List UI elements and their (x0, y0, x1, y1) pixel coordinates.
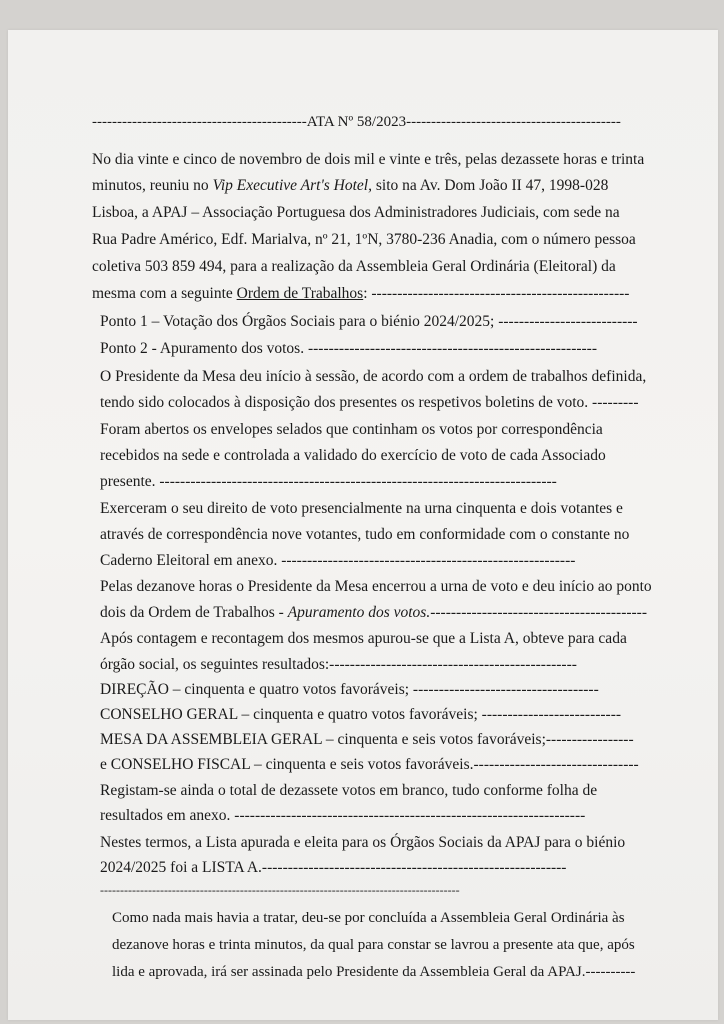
paragraph-line (92, 176, 608, 196)
paragraph-line: lida e aprovada, irá ser assinada pelo Presidente da Assembleia Geral da APAJ.---------- (112, 964, 636, 980)
paragraph-line: Nestes termos, a Lista apurada e eleita para os Órgãos Sociais da APAJ para o biénio (100, 834, 626, 851)
paragraph-line: através de correspondência nove votantes, tudo em conformidade com o constante no (100, 526, 630, 543)
paragraph-line: dezanove horas e trinta minutos, da qual para constar se lavrou a presente ata que, após (112, 937, 635, 953)
paragraph-line (100, 603, 647, 623)
paragraph-line: Lisboa, a APAJ – Associação Portuguesa dos Administradores Judiciais, com sede na (92, 204, 620, 221)
result-direcao: DIREÇÃO – cinquenta e quatro votos favoráveis; ------------------------------------ (100, 681, 599, 698)
result-conselho-fiscal: e CONSELHO FISCAL – cinquenta e seis votos favoráveis.-------------------------------- (100, 756, 639, 773)
paragraph-line: tendo sido colocados à disposição dos presentes os respetivos boletins de voto. --------- (100, 394, 639, 411)
paragraph-line: No dia vinte e cinco de novembro de dois mil e vinte e três, pelas dezassete horas e trinta (92, 151, 645, 168)
text-segment: sito na Av. Dom João II 47, 1998-028 (375, 177, 609, 194)
text-segment: mesma com a seguinte (92, 285, 233, 302)
hotel-name: Vip Executive Art's Hotel, (212, 177, 372, 194)
paragraph-line (92, 284, 629, 304)
agenda-reference: Apuramento dos votos. (287, 604, 431, 621)
paragraph-line: Caderno Eleitoral em anexo. --------------------------------------------------------- (100, 552, 576, 569)
result-mesa-assembleia: MESA DA ASSEMBLEIA GERAL – cinquenta e seis votos favoráveis;----------------- (100, 731, 634, 748)
document-title: -------------------------------------------ATA Nº 58/2023------------------------------------------- (92, 114, 621, 130)
dashes-segment: : -------------------------------------------------- (363, 285, 630, 302)
paragraph-line: 2024/2025 foi a LISTA A.----------------------------------------------------------- (100, 859, 567, 876)
paragraph-line: Foram abertos os envelopes selados que continham os votos por correspondência (100, 421, 603, 438)
paragraph-line: Como nada mais havia a tratar, deu-se por concluída a Assembleia Geral Ordinária às (112, 910, 625, 926)
paragraph-line: Rua Padre Américo, Edf. Marialva, nº 21, 1ºN, 3780-236 Anadia, com o número pessoa (92, 231, 636, 248)
agenda-item-2: Ponto 2 - Apuramento dos votos. -------------------------------------------------------- (100, 340, 598, 357)
result-conselho-geral: CONSELHO GERAL – cinquenta e quatro votos favoráveis; --------------------------- (100, 706, 622, 723)
text-segment: dois da Ordem de Trabalhos - (100, 604, 284, 621)
paragraph-line: órgão social, os seguintes resultados:------------------------------------------------ (100, 656, 577, 673)
dashes-segment: ------------------------------------------ (430, 604, 648, 621)
agenda-heading: Ordem de Trabalhos (236, 285, 364, 302)
paragraph-line: Após contagem e recontagem dos mesmos apurou-se que a Lista A, obteve para cada (100, 630, 627, 647)
paragraph-line: presente. ----------------------------------------------------------------------------- (100, 473, 557, 490)
paragraph-line: Registam-se ainda o total de dezassete votos em branco, tudo conforme folha de (100, 782, 598, 799)
separator-dashes: ------------------------------------------------------------------------------------------ (100, 883, 460, 897)
paragraph-line: recebidos na sede e controlada a validado do exercício de voto de cada Associado (100, 447, 606, 464)
paragraph-line: Exerceram o seu direito de voto presencialmente na urna cinquenta e dois votantes e (100, 500, 623, 517)
agenda-item-1: Ponto 1 – Votação dos Órgãos Sociais para o biénio 2024/2025; --------------------------- (100, 313, 638, 330)
paragraph-line: Pelas dezanove horas o Presidente da Mesa encerrou a urna de voto e deu início ao ponto (100, 578, 652, 595)
paragraph-line: O Presidente da Mesa deu início à sessão, de acordo com a ordem de trabalhos definida, (100, 368, 647, 385)
paragraph-line: resultados em anexo. -------------------------------------------------------------------- (100, 807, 586, 824)
paragraph-line: coletiva 503 859 494, para a realização da Assembleia Geral Ordinária (Eleitoral) da (92, 258, 616, 275)
text-segment: minutos, reuniu no (92, 177, 209, 194)
